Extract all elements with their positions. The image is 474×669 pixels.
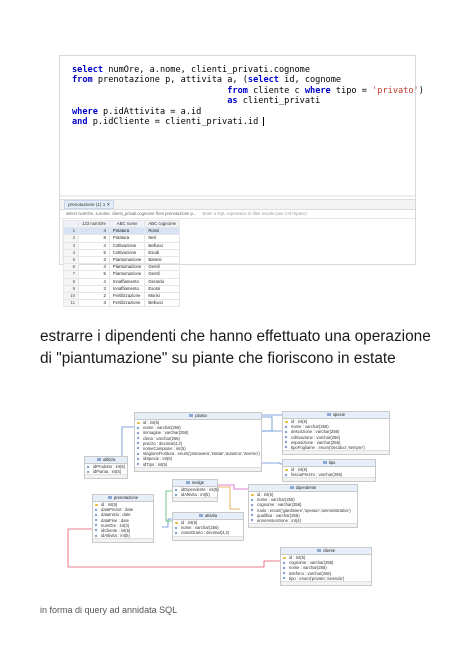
er-table-title: utilizza <box>85 457 127 464</box>
result-grid <box>63 220 180 307</box>
filter-input[interactable]: Enter a SQL expression to filter results (use Ctrl+Space) <box>202 211 307 216</box>
primary-key-icon <box>283 557 286 559</box>
code-line: and p.idCliente = clienti_privati.id <box>72 116 264 127</box>
er-field: dataFine : date <box>93 518 153 523</box>
row-number: 4 <box>64 249 79 256</box>
table-cell: 3 <box>79 256 110 263</box>
query-echo: select numOre, a.nome, clienti_privati.cognome from prenotazione p... <box>66 211 197 216</box>
column-icon <box>285 473 288 476</box>
table-cell: Bellucci <box>145 300 180 307</box>
table-icon <box>327 413 331 416</box>
column-icon <box>283 566 286 569</box>
code-line: as clienti_privati <box>227 96 321 107</box>
er-field: idPianta : int(5) <box>85 469 127 474</box>
er-field: fasciaPrezzo : varchar(256) <box>283 472 375 477</box>
column-icon <box>137 463 140 466</box>
column-icon <box>251 509 254 512</box>
column-icon <box>95 519 98 522</box>
table-row[interactable] <box>64 228 180 235</box>
row-number: 8 <box>64 278 79 285</box>
table-cell: Innaffiamento <box>109 285 144 292</box>
table-cell: Gentil <box>145 264 180 271</box>
column-icon <box>175 493 178 496</box>
table-cell: Coltivazione <box>109 242 144 249</box>
column-icon <box>175 488 178 491</box>
table-cell: 2 <box>79 292 110 299</box>
primary-key-icon <box>175 522 178 524</box>
er-table-title: svolge <box>173 480 217 487</box>
er-field: nome : varchar(256) <box>135 425 261 430</box>
table-cell: Gentil <box>145 271 180 278</box>
er-table-prenotazione[interactable] <box>92 494 154 543</box>
column-icon <box>251 519 254 522</box>
column-header-cognome[interactable]: ABC cognome <box>145 221 180 228</box>
er-table-title: prenotazione <box>93 495 153 502</box>
table-cell: Bellucci <box>145 242 180 249</box>
column-icon <box>285 436 288 439</box>
table-icon <box>97 458 101 461</box>
row-number: 10 <box>64 292 79 299</box>
er-field: tipoFogliame : enum('deciduo','sempre') <box>283 445 389 450</box>
column-header-numore[interactable]: 123 numOre <box>79 221 110 228</box>
column-icon <box>95 524 98 527</box>
er-field: prezzo : decimal(4,2) <box>135 441 261 446</box>
er-field: stagioneFioritura : enum('primavera','estate','autunno','inverno') <box>135 451 261 456</box>
column-icon <box>137 437 140 440</box>
er-table-attivita[interactable] <box>172 512 244 541</box>
link-pianta-tipo <box>260 463 282 464</box>
column-icon <box>283 577 286 580</box>
table-cell: 5 <box>79 249 110 256</box>
table-icon <box>108 496 112 499</box>
er-field: nome : varchar(256) <box>283 424 389 429</box>
primary-key-icon <box>137 422 140 424</box>
primary-key-icon <box>285 421 288 423</box>
table-row[interactable] <box>64 278 180 285</box>
table-cell: Fertilizzazione <box>109 292 144 299</box>
table-cell: 4 <box>79 264 110 271</box>
column-icon <box>137 426 140 429</box>
table-row[interactable] <box>64 300 180 307</box>
table-row[interactable] <box>64 271 180 278</box>
er-field: idProdotto : int(5) <box>85 464 127 469</box>
table-cell: 5 <box>79 271 110 278</box>
table-icon <box>317 549 321 552</box>
er-field: idSpecie : int(5) <box>135 456 261 461</box>
table-cell: Coltivazione <box>109 249 144 256</box>
column-icon <box>283 572 286 575</box>
er-table-utilizza[interactable] <box>84 456 128 479</box>
er-field: cognome : varchar(256) <box>249 502 357 507</box>
table-cell: Fertilizzazione <box>109 300 144 307</box>
er-field: tipo : enum('privato','azienda') <box>281 576 371 581</box>
exercise-question: estrarre i dipendenti che hanno effettuato una operazione di "piantumazione" su piante che fioriscono in estate <box>40 328 431 367</box>
er-field: idTipo : int(5) <box>135 462 261 467</box>
er-table-specie[interactable] <box>282 411 390 455</box>
column-icon <box>95 529 98 532</box>
er-field: nome : varchar(256) <box>173 525 243 530</box>
table-cell: Banesi <box>145 256 180 263</box>
er-table-footer <box>93 538 153 542</box>
er-field: immagine : varchar(256) <box>135 430 261 435</box>
link-prenotazione-attivita <box>162 519 172 527</box>
table-row[interactable] <box>64 264 180 271</box>
column-icon <box>95 508 98 511</box>
row-number: 3 <box>64 242 79 249</box>
table-cell: Piantumazione <box>109 264 144 271</box>
table-icon <box>290 486 294 489</box>
er-table-svolge[interactable] <box>172 479 218 502</box>
column-icon <box>251 514 254 517</box>
sql-code <box>72 65 424 127</box>
er-field: dataPrenot : date <box>93 507 153 512</box>
er-field: nomeCampione : int(5) <box>135 446 261 451</box>
primary-key-icon <box>95 504 98 506</box>
sql-editor-screenshot <box>59 55 424 306</box>
column-icon <box>285 430 288 433</box>
column-icon <box>137 457 140 460</box>
column-icon <box>175 526 178 529</box>
column-icon <box>87 470 90 473</box>
table-cell: 4 <box>79 242 110 249</box>
row-number: 9 <box>64 285 79 292</box>
primary-key-icon <box>285 469 288 471</box>
column-icon <box>251 498 254 501</box>
table-cell: Potatura <box>109 235 144 242</box>
row-number: 6 <box>64 264 79 271</box>
er-field: dataInizio : date <box>93 512 153 517</box>
er-field: id : int(5) <box>93 502 153 507</box>
code-line: from cliente c where tipo = 'privato') <box>227 85 424 96</box>
er-table-title: tipo <box>283 460 375 467</box>
er-field: idDipendente : int(5) <box>173 487 217 492</box>
row-number: 11 <box>64 300 79 307</box>
column-icon <box>95 513 98 516</box>
code-line: select numOre, a.nome, clienti_privati.cognome <box>72 65 311 75</box>
er-field: id : int(5) <box>283 467 375 472</box>
table-cell: Potatura <box>109 228 144 235</box>
table-cell: 8 <box>79 235 110 242</box>
er-table-title: pianta <box>135 413 261 420</box>
column-icon <box>137 431 140 434</box>
column-header-nome[interactable]: ABC nome <box>109 221 144 228</box>
row-number: 2 <box>64 235 79 242</box>
er-field: esposizione : varchar(256) <box>283 440 389 445</box>
er-diagram <box>64 405 394 581</box>
table-row[interactable] <box>64 242 180 249</box>
er-field: descrizione : varchar(256) <box>283 429 389 434</box>
result-query-bar <box>60 209 415 219</box>
er-field: cognome : varchar(256) <box>281 560 371 565</box>
table-row[interactable] <box>64 292 180 299</box>
er-field: ruolo : enum('giardiniere','operaio','amministrativo') <box>249 508 357 513</box>
table-icon <box>199 514 203 517</box>
er-table-tipo[interactable] <box>282 459 376 482</box>
table-cell: 4 <box>79 228 110 235</box>
table-cell: Neri <box>145 235 180 242</box>
column-icon <box>87 465 90 468</box>
table-cell: Piantumazione <box>109 256 144 263</box>
table-cell: Gerardo <box>145 278 180 285</box>
er-table-title: dipendente <box>249 485 357 492</box>
editor-divider <box>60 195 415 197</box>
table-cell: Innaffiamento <box>109 278 144 285</box>
result-tab[interactable]: prenotazione (1) 1 ✕ <box>64 200 114 209</box>
column-icon <box>283 561 286 564</box>
er-field: nome : varchar(256) <box>249 497 357 502</box>
er-field: id : int(5) <box>281 555 371 560</box>
column-icon <box>285 446 288 449</box>
er-field: costoOrario : decimal(4,2) <box>173 530 243 535</box>
table-row[interactable] <box>64 285 180 292</box>
er-table-footer <box>283 477 375 481</box>
er-field: nome : varchar(256) <box>281 565 371 570</box>
er-field: id : int(5) <box>283 419 389 424</box>
column-icon <box>137 452 140 455</box>
er-field: coltivazione : varchar(256) <box>283 435 389 440</box>
row-number: 7 <box>64 271 79 278</box>
er-table-footer <box>173 536 243 540</box>
table-cell: 3 <box>79 285 110 292</box>
table-cell: Esodi <box>145 249 180 256</box>
column-icon <box>285 441 288 444</box>
er-field: annoAssunzione : int(4) <box>249 518 357 523</box>
er-table-title: attivita <box>173 513 243 520</box>
er-field: clima : varchar(256) <box>135 436 261 441</box>
column-icon <box>251 503 254 506</box>
row-number: 1 <box>64 228 79 235</box>
er-field: numOre : int(3) <box>93 523 153 528</box>
table-icon <box>323 461 327 464</box>
er-table-cliente[interactable] <box>280 547 372 586</box>
column-icon <box>95 534 98 537</box>
er-field: idCliente : int(5) <box>93 528 153 533</box>
er-table-footer <box>85 474 127 478</box>
table-row[interactable] <box>64 249 180 256</box>
cut-off-text <box>40 602 180 615</box>
table-row[interactable] <box>64 256 180 263</box>
code-line: where p.idAttivita = a.id <box>72 106 202 117</box>
er-field: id : int(5) <box>249 492 357 497</box>
table-cell: 4 <box>79 278 110 285</box>
er-table-footer <box>283 450 389 454</box>
er-table-footer <box>135 467 261 471</box>
er-field: idAttivita : int(5) <box>93 533 153 538</box>
table-cell: Esorsi <box>145 285 180 292</box>
er-field: qualifica : varchar(256) <box>249 513 357 518</box>
table-cell: Morisi <box>145 292 180 299</box>
er-table-footer <box>249 523 357 527</box>
row-number-header <box>64 221 79 228</box>
table-cell: 3 <box>79 300 110 307</box>
table-icon <box>189 414 193 417</box>
column-icon <box>285 425 288 428</box>
text-cursor <box>263 117 264 126</box>
er-table-pianta[interactable] <box>134 412 262 472</box>
table-cell: Piantumazione <box>109 271 144 278</box>
er-field: telefono : varchar(256) <box>281 571 371 576</box>
code-line: from prenotazione p, attivita a, (select id, cognome <box>72 75 342 86</box>
er-table-footer <box>173 497 217 501</box>
er-field: idAttivita : int(5) <box>173 492 217 497</box>
table-icon <box>186 481 190 484</box>
column-icon <box>137 442 140 445</box>
er-table-title: cliente <box>281 548 371 555</box>
er-field: id : int(5) <box>173 520 243 525</box>
link-orange <box>216 487 240 509</box>
column-icon <box>137 447 140 450</box>
er-table-dipendente[interactable] <box>248 484 358 528</box>
er-field: id : int(5) <box>135 420 261 425</box>
column-icon <box>175 531 178 534</box>
er-table-footer <box>281 581 371 585</box>
er-table-title: specie <box>283 412 389 419</box>
row-number: 5 <box>64 256 79 263</box>
primary-key-icon <box>251 494 254 496</box>
cut-off-text-content: in forma di query ad annidata SQL <box>40 605 178 615</box>
table-cell: Rossi <box>145 228 180 235</box>
table-row[interactable] <box>64 235 180 242</box>
